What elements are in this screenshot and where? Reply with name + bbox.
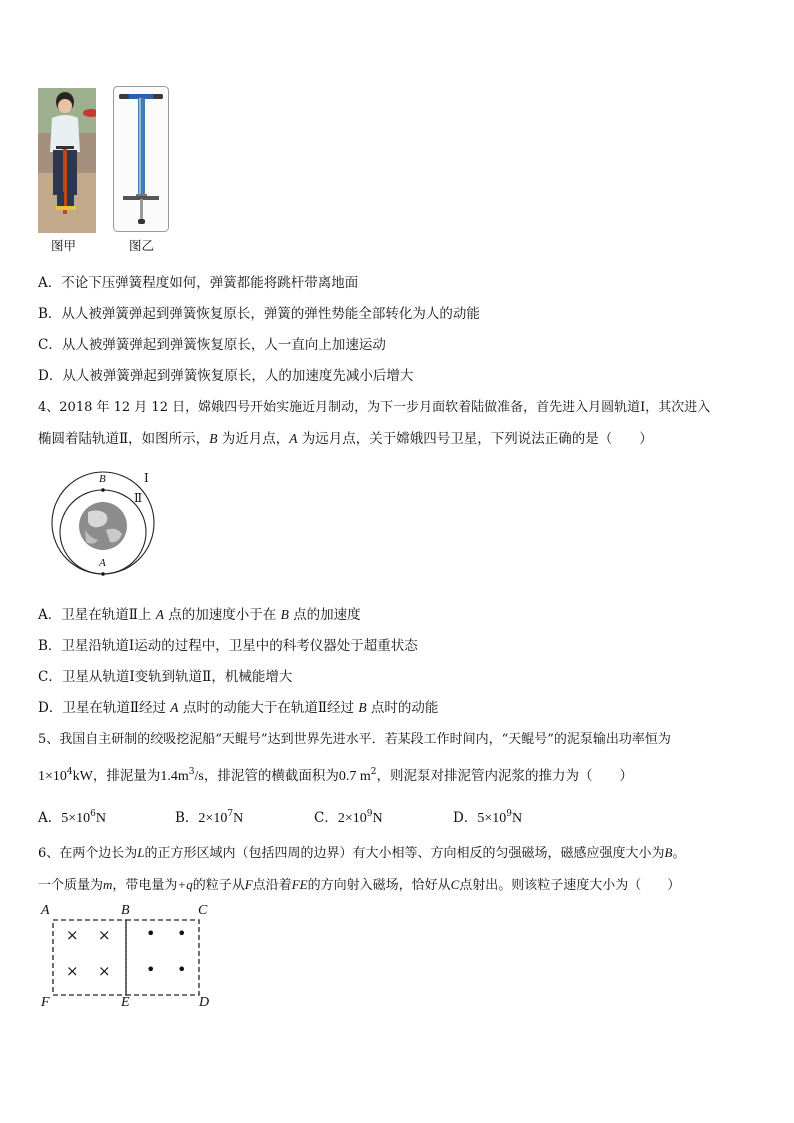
q5-stem-text: 我国自主研制的绞吸挖泥船“天鲲号”达到世界先进水平．若某段工作时间内，“天鲲号”的泥泵输出功率恒为	[59, 732, 671, 747]
question-number: 4、	[38, 400, 60, 415]
option-base: 5×10	[477, 811, 507, 826]
option-text: 从人被弹簧弹起到弹簧恢复原长，人一直向上加速运动	[61, 337, 386, 353]
option-letter: A．	[38, 607, 62, 623]
var-B: B	[209, 431, 218, 446]
q6-text: 。	[672, 846, 686, 861]
q4-option-b	[38, 634, 418, 654]
q5-option-d	[453, 806, 522, 827]
option-unit: N	[511, 811, 523, 826]
q3-option-d	[38, 364, 413, 384]
q3-option-c	[38, 333, 386, 353]
q5-option-a	[38, 806, 106, 827]
question-number: 6、	[38, 846, 60, 861]
q6-text: 的方向射入磁场，恰好从	[307, 878, 451, 893]
option-unit: N	[233, 811, 244, 826]
power-unit: kW	[72, 769, 93, 784]
area-value: 0.7 m	[338, 769, 371, 784]
q4-stem-text-a: 椭圆着陆轨道Ⅱ，如图所示，	[38, 431, 210, 447]
corner-D: D	[199, 995, 210, 1010]
option-letter: D．	[38, 368, 63, 384]
var: A	[170, 700, 179, 715]
var-FE: FE	[291, 877, 308, 892]
field-into-page-cross: ×	[66, 926, 79, 944]
pogo-stick-image	[113, 86, 169, 232]
figure-b-caption: 图乙	[129, 238, 155, 253]
field-out-of-page-dot: •	[146, 924, 156, 943]
q4-stem-text: 2018 年 12 月 12 日，嫦娥四号开始实施近月制动，为下一步月面软着陆做准备，首先进入月圆轨道Ⅰ，其次进入	[59, 400, 711, 415]
q6-text: 在两个边长为	[59, 846, 138, 861]
corner-C: C	[198, 903, 208, 918]
option-letter: C．	[314, 810, 338, 826]
option-letter: D．	[453, 810, 478, 826]
q3-option-b	[38, 302, 480, 322]
var: B	[280, 607, 289, 622]
corner-B: B	[121, 903, 130, 918]
corner-E: E	[121, 995, 130, 1010]
var-m: m	[103, 877, 113, 892]
q3-option-a	[38, 271, 358, 291]
field-into-page-cross: ×	[98, 926, 111, 944]
boy-on-pogo-stick-image	[38, 88, 96, 233]
option-letter: B．	[38, 638, 62, 654]
option-text-mid: 点的加速度小于在	[163, 607, 281, 623]
option-exp: 7	[227, 809, 234, 819]
var-C: C	[450, 877, 460, 892]
option-letter: C．	[38, 337, 62, 353]
option-text: 卫星从轨道Ⅰ变轨到轨道Ⅱ，机械能增大	[61, 669, 293, 685]
option-base: 5×10	[61, 811, 91, 826]
var: B	[358, 700, 367, 715]
power-base: 1×10	[38, 769, 67, 784]
var: A	[155, 607, 164, 622]
q6-text: ，带电量为	[112, 878, 178, 893]
option-exp: 6	[90, 809, 96, 819]
corner-A: A	[41, 903, 50, 918]
option-text-post: 点的加速度	[288, 607, 361, 623]
q6-stem-line2	[38, 874, 680, 893]
option-base: 2×10	[198, 811, 228, 826]
option-letter: D．	[38, 700, 63, 716]
q4-stem-text-b: 为近月点，	[217, 431, 290, 447]
point-B-dot	[101, 488, 105, 492]
option-exp: 9	[366, 809, 373, 819]
q5-text-b: ，排泥管的横截面积为	[203, 768, 339, 784]
label-B: B	[99, 473, 106, 485]
option-text: 卫星沿轨道Ⅰ运动的过程中，卫星中的科考仪器处于超重状态	[61, 638, 418, 654]
flow-unit: /s	[194, 769, 204, 784]
q5-text-a: ，排泥量为	[92, 768, 161, 784]
q6-text: 点沿着	[252, 878, 292, 893]
option-exp: 9	[506, 809, 512, 819]
q4-stem-text-c: 为远月点，关于嫦娥四号卫星，下列说法正确的是（ ）	[297, 431, 653, 447]
q4-option-a	[38, 603, 361, 623]
q5-text-c: ，则泥泵对排泥管内泥浆的推力为（ ）	[376, 768, 633, 784]
option-base: 2×10	[337, 811, 367, 826]
q6-text: 的粒子从	[192, 878, 245, 893]
field-into-page-cross: ×	[98, 962, 111, 980]
left-square	[53, 920, 126, 995]
area-exponent: 2	[370, 767, 377, 777]
option-text-pre: 卫星在轨道Ⅱ经过	[62, 700, 171, 716]
label-orbit-II: Ⅱ	[134, 491, 143, 505]
q5-stem-line1	[38, 728, 671, 747]
q4-stem-line1	[38, 396, 710, 415]
option-unit: N	[95, 811, 107, 826]
option-text: 不论下压弹簧程度如何，弹簧都能将跳杆带离地面	[61, 275, 359, 291]
var-F: F	[244, 877, 253, 892]
option-text-post: 点时的动能	[366, 700, 439, 716]
power-exponent: 4	[66, 767, 73, 777]
corner-F: F	[41, 995, 50, 1010]
var-A: A	[289, 431, 298, 446]
q5-option-c	[314, 806, 383, 827]
var-q: +q	[177, 877, 193, 892]
field-out-of-page-dot: •	[177, 960, 187, 979]
option-text: 从人被弹簧弹起到弹簧恢复原长，弹簧的弹性势能全部转化为人的动能	[61, 306, 480, 322]
var-B: B	[664, 845, 673, 860]
var-L: L	[137, 845, 145, 860]
question-number: 5、	[38, 732, 60, 747]
option-letter: A．	[38, 810, 62, 826]
point-A-dot	[101, 572, 105, 576]
q6-text: 点射出。则该粒子速度大小为（ ）	[459, 878, 681, 893]
label-orbit-I: Ⅰ	[144, 471, 149, 485]
label-A: A	[99, 557, 106, 569]
figure-a-caption: 图甲	[51, 238, 77, 253]
q5-option-b	[175, 806, 243, 827]
q6-text: 一个质量为	[38, 878, 104, 893]
right-square	[126, 920, 199, 995]
q6-text: 的正方形区域内（包括四周的边界）有大小相等、方向相反的匀强磁场，磁感应强度大小为	[144, 846, 665, 861]
q4-stem-line2	[38, 427, 653, 447]
q4-option-c	[38, 665, 292, 685]
flow-value: 1.4m	[160, 769, 189, 784]
option-letter: C．	[38, 669, 62, 685]
option-text: 从人被弹簧弹起到弹簧恢复原长，人的加速度先减小后增大	[62, 368, 414, 384]
q5-stem-line2	[38, 764, 633, 785]
option-letter: B．	[175, 810, 199, 826]
moon-body	[79, 502, 127, 550]
field-out-of-page-dot: •	[177, 924, 187, 943]
q6-stem-line1	[38, 842, 686, 861]
option-unit: N	[372, 811, 383, 826]
field-into-page-cross: ×	[66, 962, 79, 980]
option-letter: A．	[38, 275, 62, 291]
option-text-mid: 点时的动能大于在轨道Ⅱ经过	[178, 700, 359, 716]
option-letter: B．	[38, 306, 62, 322]
field-out-of-page-dot: •	[146, 960, 156, 979]
option-text-pre: 卫星在轨道Ⅱ上	[61, 607, 156, 623]
q4-option-d	[38, 696, 438, 716]
flow-exponent: 3	[188, 767, 195, 777]
